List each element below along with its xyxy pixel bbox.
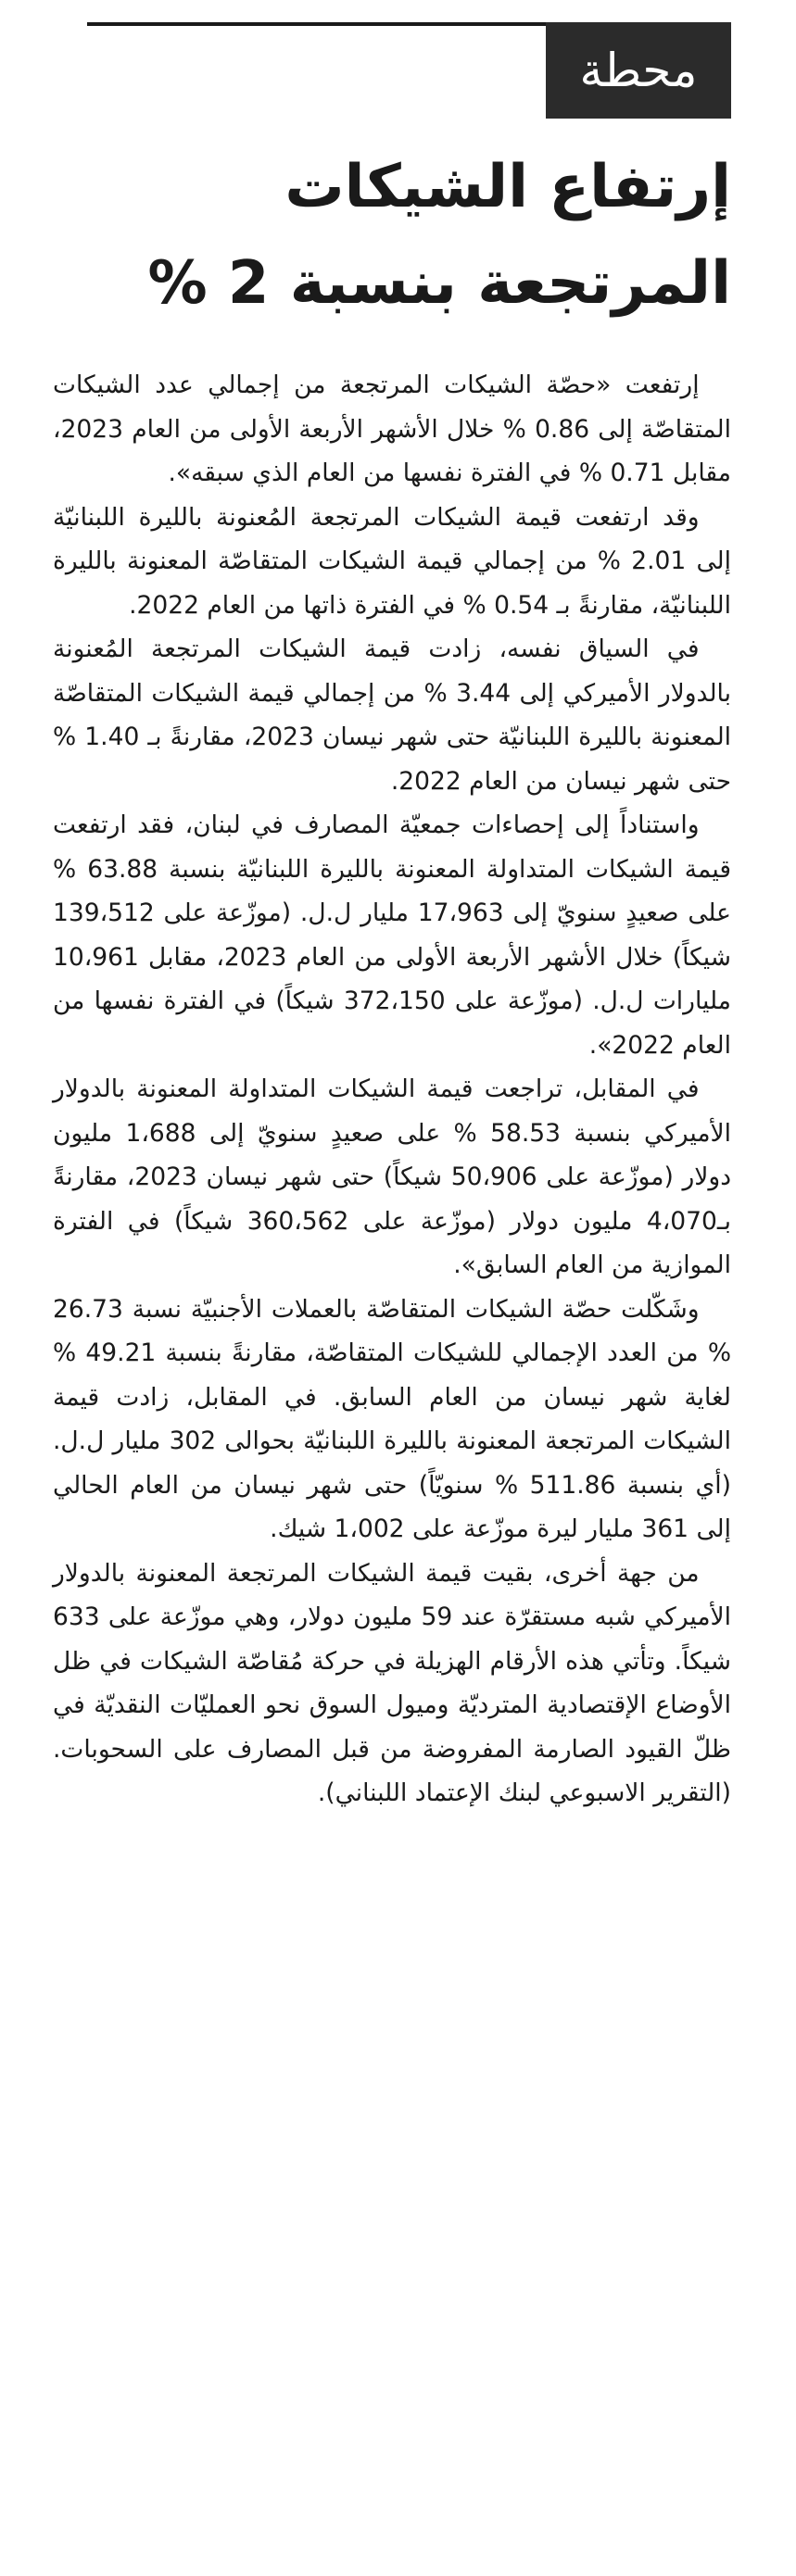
article-body <box>53 363 731 1816</box>
article-paragraph: واستناداً إلى إحصاءات جمعيّة المصارف في لبنان، فقد ارتفعت قيمة الشيكات المتداولة المعنونة بالليرة اللبنانيّة بنسبة 63.88 % على صعيدٍ سنويّ إلى 17،963 مليار ل.ل. (موزّعة على 139،512 شيكاً) خلال الأشهر الأربعة الأولى من العام 2023، مقابل 10،961 مليارات ل.ل. (موزّعة على 372،150 شيكاً) في الفترة نفسها من العام 2022». <box>53 810 731 1060</box>
article-paragraph: إرتفعت «حصّة الشيكات المرتجعة من إجمالي عدد الشيكات المتقاصّة إلى 0.86 % خلال الأشهر الأربعة الأولى من العام 2023، مقابل 0.71 % في الفترة نفسها من العام الذي سبقه». <box>53 371 731 487</box>
section-label: محطة <box>546 22 731 119</box>
headline-line-2: المرتجعة بنسبة 2 % <box>147 249 731 318</box>
headline <box>64 139 731 332</box>
article-paragraph: في المقابل، تراجعت قيمة الشيكات المتداولة المعنونة بالدولار الأميركي بنسبة 58.53 % على صعيدٍ سنويّ إلى 1،688 مليون دولار (موزّعة على 50،906 شيكاً) حتى شهر نيسان 2023، مقارنةً بـ4،070 مليون دولار (موزّعة على 360،562 شيكاً) في الفترة الموازية من العام السابق». <box>53 1074 732 1279</box>
article-paragraph: في السياق نفسه، زادت قيمة الشيكات المرتجعة المُعنونة بالدولار الأميركي إلى 3.44 % من إجمالي قيمة الشيكات المتقاصّة المعنونة بالليرة اللبنانيّة حتى شهر نيسان 2023، مقارنةً بـ 1.40 % حتى شهر نيسان من العام 2022. <box>53 635 732 796</box>
article-paragraph: وقد ارتفعت قيمة الشيكات المرتجعة المُعنونة بالليرة اللبنانيّة إلى 2.01 % من إجمالي قيمة الشيكات المتقاصّة المعنونة بالليرة اللبنانيّة، مقارنةً بـ 0.54 % في الفترة ذاتها من العام 2022. <box>53 502 731 620</box>
headline-line-1: إرتفاع الشيكات <box>284 153 731 221</box>
article-paragraph: من جهة أخرى، بقيت قيمة الشيكات المرتجعة المعنونة بالدولار الأميركي شبه مستقرّة عند 59 مليون دولار، وهي موزّعة على 633 شيكاً. وتأتي هذه الأرقام الهزيلة في حركة مُقاصّة الشيكات في ظل الأوضاع الإقتصادية المترديّة وميول السوق نحو العمليّات النقديّة في ظلّ القيود الصارمة المفروضة من قبل المصارف على السحوبات. (التقرير الاسبوعي لبنك الإعتماد اللبناني). <box>53 1558 732 1807</box>
article-paragraph: وشَكّلت حصّة الشيكات المتقاصّة بالعملات الأجنبيّة نسبة 26.73 % من العدد الإجمالي للشيكات المتقاصّة، مقارنةً بنسبة 49.21 % لغاية شهر نيسان من العام السابق. في المقابل، زادت قيمة الشيكات المرتجعة المعنونة بالليرة اللبنانيّة بحوالى 302 مليار ل.ل. (أي بنسبة 511.86 % سنويّاً) حتى شهر نيسان من العام الحالي إلى 361 مليار ليرة موزّعة على 1،002 شيك. <box>53 1294 731 1543</box>
